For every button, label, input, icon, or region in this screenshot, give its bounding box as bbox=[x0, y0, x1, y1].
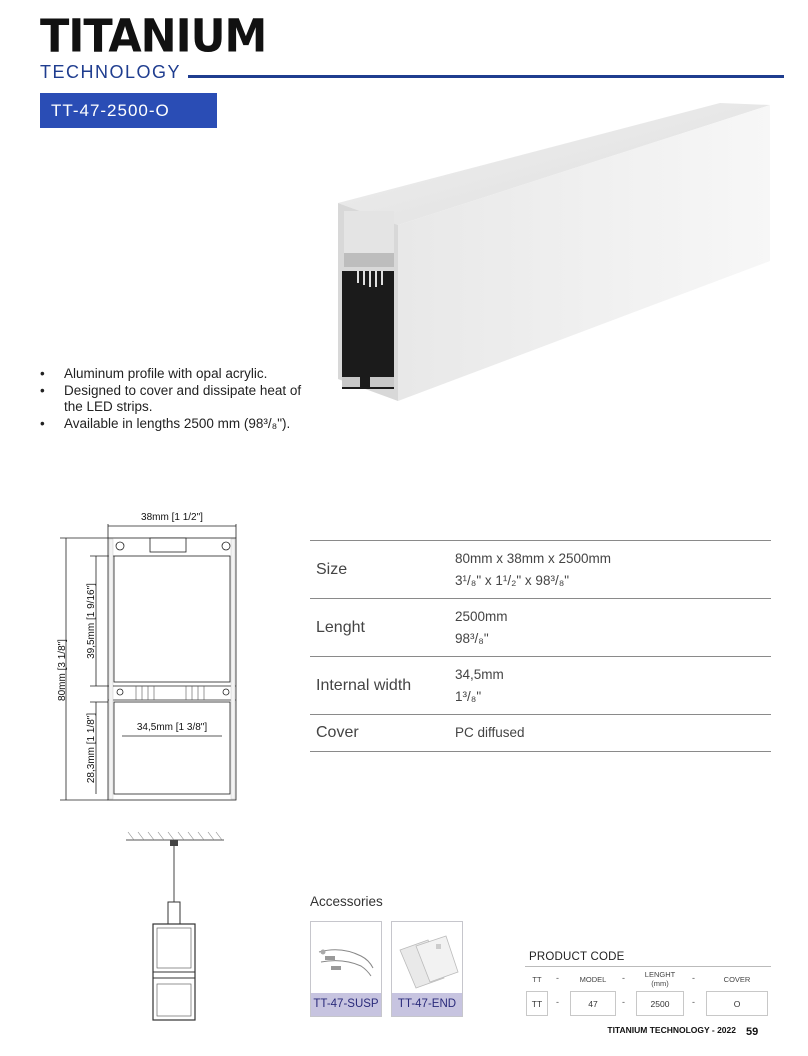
spec-label: Internal width bbox=[310, 657, 450, 715]
brand-subtitle: TECHNOLOGY bbox=[40, 62, 182, 82]
product-code-header: TT bbox=[532, 974, 542, 984]
feature-item: • Aluminum profile with opal acrylic. bbox=[40, 366, 310, 383]
spec-label: Lenght bbox=[310, 599, 450, 657]
spec-row bbox=[310, 599, 771, 657]
brand-name: TITANIUM bbox=[40, 10, 267, 64]
spec-value-metric: 34,5mm bbox=[455, 666, 504, 682]
accessory-label: TT-47-SUSP bbox=[311, 993, 381, 1016]
spec-value bbox=[450, 541, 771, 599]
code-separator: - bbox=[692, 997, 695, 1007]
spec-value-metric: 80mm x 38mm x 2500mm bbox=[455, 550, 612, 566]
product-code-title: PRODUCT CODE bbox=[529, 951, 625, 963]
footer-text: TITANIUM TECHNOLOGY - 2022 bbox=[607, 1025, 736, 1035]
product-code-value: 47 bbox=[570, 991, 616, 1016]
feature-item: • Available in lengths 2500 mm (98³/₈"). bbox=[40, 416, 310, 433]
code-separator: - bbox=[556, 997, 559, 1007]
code-separator: - bbox=[622, 997, 625, 1007]
suspension-kit-image bbox=[311, 922, 381, 994]
spec-value-imperial: 98³/₈" bbox=[455, 630, 489, 646]
spec-row bbox=[310, 657, 771, 715]
internal-width-dimension-label: 34,5mm [1 3/8"] bbox=[136, 722, 208, 733]
spec-value-metric: 2500mm bbox=[455, 608, 508, 624]
spec-value-imperial: 1³/₈" bbox=[455, 688, 482, 704]
accessory-card bbox=[391, 921, 463, 1017]
product-code-value: O bbox=[706, 991, 768, 1016]
accessories-title: Accessories bbox=[310, 894, 383, 909]
spec-value-metric: PC diffused bbox=[455, 725, 525, 740]
code-separator: - bbox=[692, 973, 695, 983]
product-code-value: TT bbox=[526, 991, 548, 1016]
feature-list bbox=[40, 366, 310, 432]
product-code-header: LENGHT (mm) bbox=[644, 970, 676, 988]
end-cap-image bbox=[392, 922, 462, 994]
spec-value bbox=[450, 599, 771, 657]
model-code-badge: TT-47-2500-O bbox=[40, 93, 217, 128]
accessory-card bbox=[310, 921, 382, 1017]
product-code-header: MODEL bbox=[579, 974, 607, 984]
spec-row bbox=[310, 715, 771, 752]
spec-value bbox=[450, 715, 771, 752]
product-code-value: 2500 bbox=[636, 991, 684, 1016]
spec-label: Size bbox=[310, 541, 450, 599]
accessory-label: TT-47-END bbox=[392, 993, 462, 1016]
spec-row bbox=[310, 541, 771, 599]
height-dimension-label: 80mm [3 1/8"] bbox=[57, 639, 68, 701]
width-dimension-label: 38mm [1 1/2"] bbox=[141, 512, 203, 523]
spec-table bbox=[310, 540, 771, 752]
suspension-installation-drawing bbox=[108, 826, 242, 1024]
product-photo bbox=[330, 103, 772, 403]
profile-cross-section-drawing bbox=[50, 506, 260, 806]
code-separator: - bbox=[622, 973, 625, 983]
header-divider bbox=[188, 75, 784, 78]
lower-chamber-dimension-label: 28,3mm [1 1/8"] bbox=[86, 712, 97, 784]
brand-logo bbox=[40, 10, 267, 64]
spec-value bbox=[450, 657, 771, 715]
code-separator: - bbox=[556, 973, 559, 983]
feature-item: • Designed to cover and dissipate heat of the LED strips. bbox=[40, 383, 310, 416]
spec-label: Cover bbox=[310, 715, 450, 752]
page-number: 59 bbox=[746, 1026, 759, 1038]
spec-value-imperial: 3¹/₈" x 1¹/₂" x 98³/₈" bbox=[455, 572, 570, 588]
product-code-header: COVER bbox=[723, 974, 751, 984]
product-code-divider bbox=[525, 966, 771, 967]
upper-chamber-dimension-label: 39,5mm [1 9/16"] bbox=[86, 583, 97, 659]
